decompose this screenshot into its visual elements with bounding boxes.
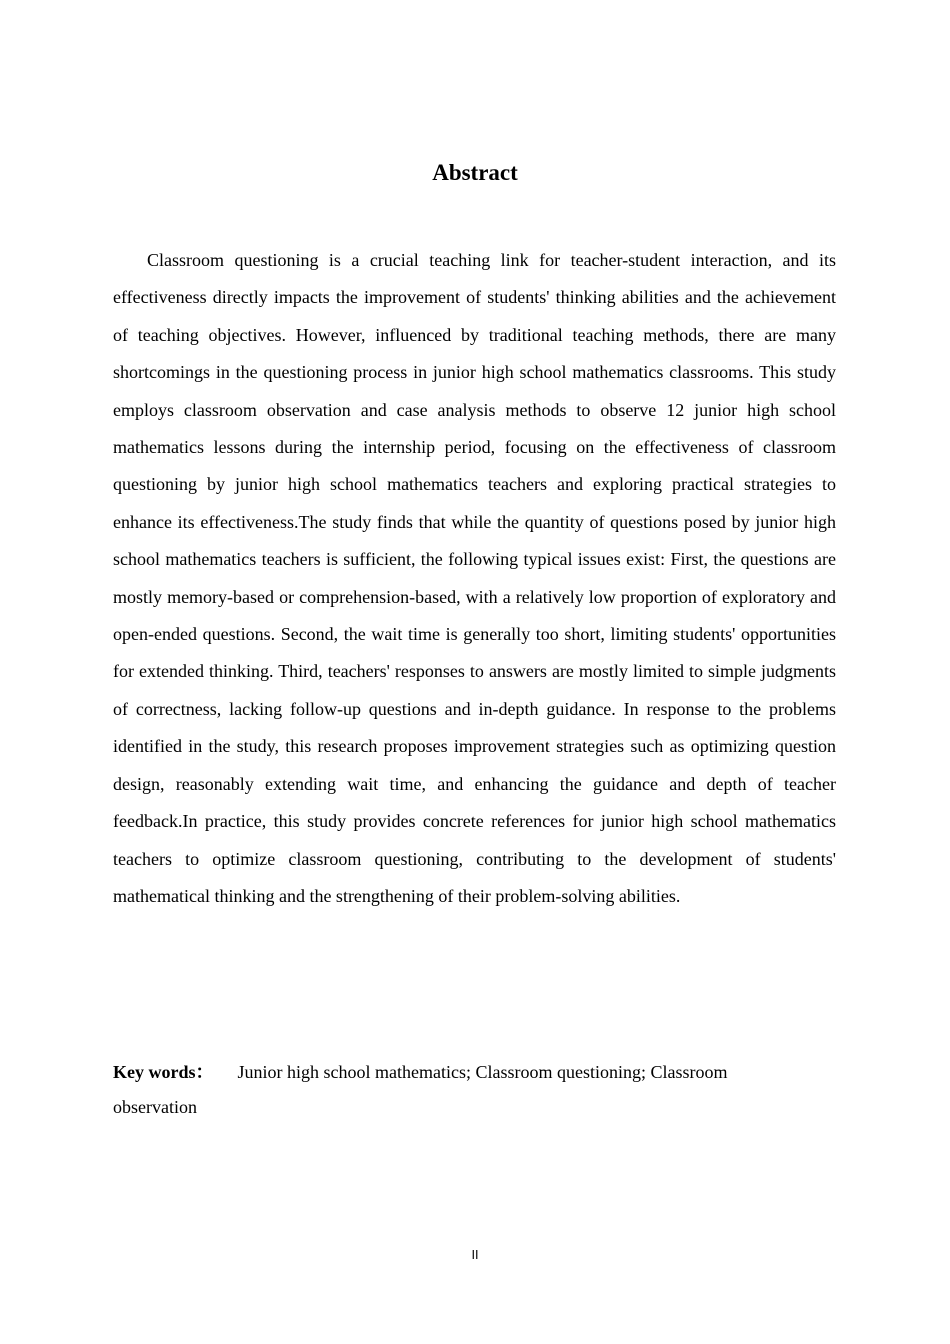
page-number: II xyxy=(471,1248,479,1262)
abstract-title: Abstract xyxy=(432,160,518,185)
keywords-text: Junior high school mathematics; Classroom questioning; Classroom observation xyxy=(113,1062,728,1117)
abstract-body: Classroom questioning is a crucial teaching link for teacher-student interaction, and its effectiveness directly impacts the improvement of students' thinking abilities and the achievement of teaching objectives. However, influenced by traditional teaching methods, there are many shortcomings in the questioning process in junior high school mathematics classrooms. This study employs classroom observation and case analysis methods to observe 12 junior high school mathematics lessons during the internship period, focusing on the effectiveness of classroom questioning by junior high school mathematics teachers and exploring practical strategies to enhance its effectiveness.The study finds that while the quantity of questions posed by junior high school mathematics teachers is sufficient, the following typical issues exist: First, the questions are mostly memory-based or comprehension-based, with a relatively low proportion of exploratory and open-ended questions. Second, the wait time is generally too short, limiting students' opportunities for extended thinking. Third, teachers' responses to answers are mostly limited to simple judgments of correctness, lacking follow-up questions and in-depth guidance. In response to the problems identified in the study, this research proposes improvement strategies such as optimizing question design, reasonably extending wait time, and enhancing the guidance and depth of teacher feedback.In practice, this study provides concrete references for junior high school mathematics teachers to optimize classroom questioning, contributing to the development of students' mathematical thinking and the strengthening of their problem-solving abilities. xyxy=(113,250,836,906)
keywords-line xyxy=(113,1055,813,1125)
keywords-label: Key words： xyxy=(113,1062,214,1082)
